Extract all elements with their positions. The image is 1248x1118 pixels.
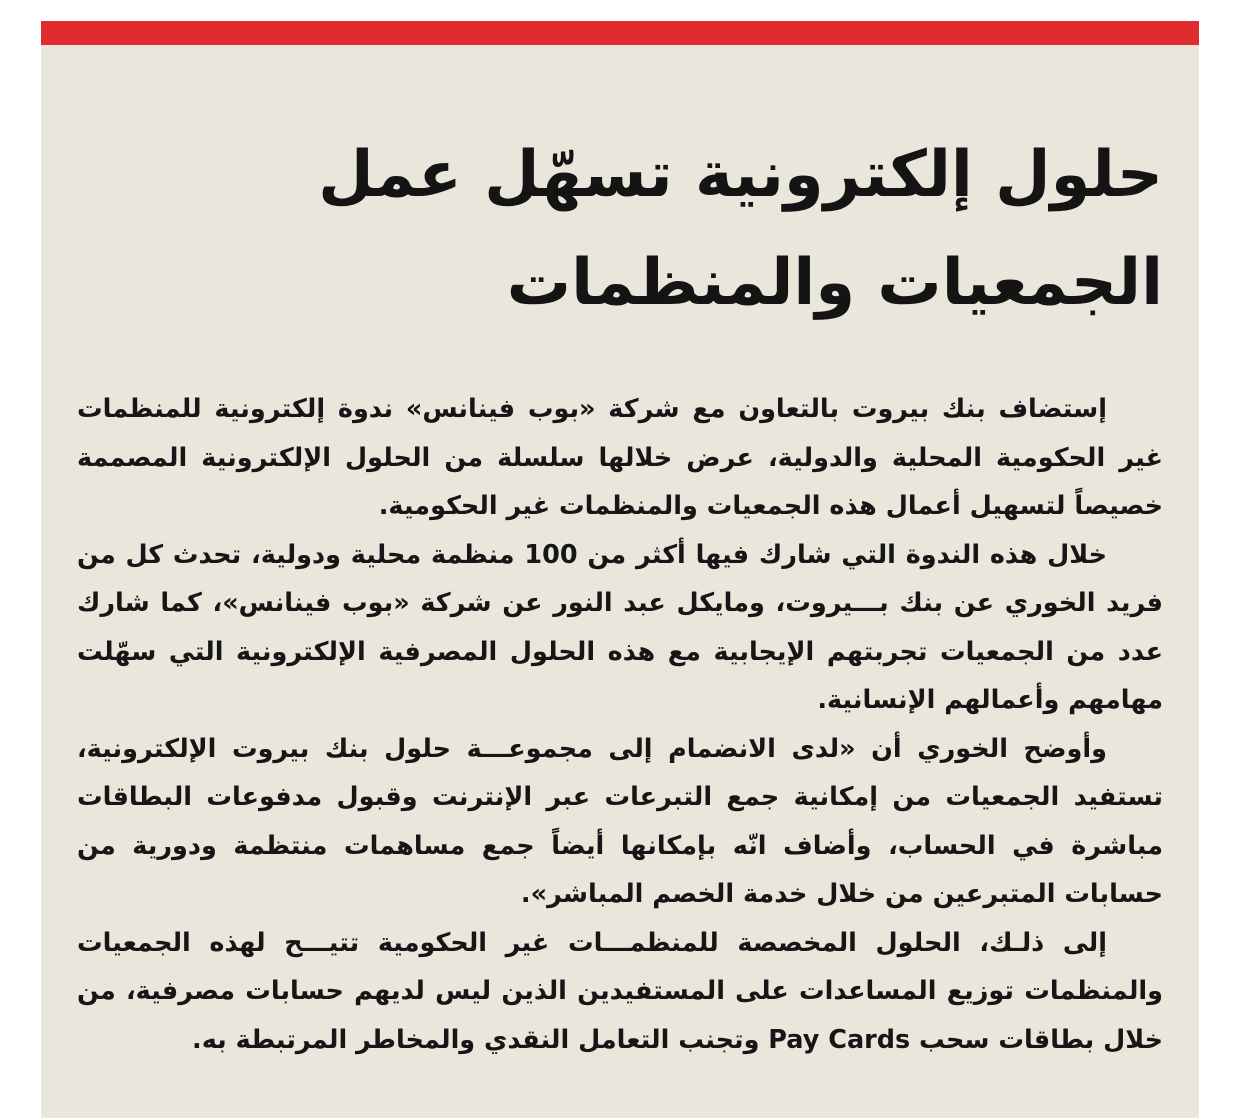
article-paragraph: وأوضح الخوري أن «لدى الانضمام إلى مجموعـــة حلول بنك بيروت الإلكترونية، تستفيد الجمعيات من إمكانية جمع التبرعات عبر الإنترنت وقبول مدفوعات البطاقات مباشرة في الحساب، وأضاف انّه بإمكانها أيضاً جمع مساهمات منتظمة ودورية من حسابات المتبرعين من خلال خدمة الخصم المباشر». [77,733,1163,909]
article-body [77,385,1163,1064]
article-panel [41,21,1199,1118]
article-paragraph: إلى ذلـك، الحلول المخصصة للمنظمـــات غير الحكومية تتيـــح لهذه الجمعيات والمنظمات توزيع المساعدات على المستفيدين الذين ليس لديهم حسابات مصرفية، من خلال بطاقات سحب Pay Cards وتجنب التعامل النقدي والمخاطر المرتبطة به. [77,927,1163,1055]
article-paragraph: خلال هذه الندوة التي شارك فيها أكثر من 100 منظمة محلية ودولية، تحدث كل من فريد الخوري عن بنك بـــيروت، ومايكل عبد النور عن شركة «بوب فينانس»، كما شارك عدد من الجمعيات تجربتهم الإيجابية مع هذه الحلول المصرفية الإلكترونية التي سهّلت مهامهم وأعمالهم الإنسانية. [77,539,1163,715]
article-paragraph: إستضاف بنك بيروت بالتعاون مع شركة «بوب فينانس» ندوة إلكترونية للمنظمات غير الحكومية المحلية والدولية، عرض خلالها سلسلة من الحلول الإلكترونية المصممة خصيصاً لتسهيل أعمال هذه الجمعيات والمنظمات غير الحكومية. [77,394,1163,521]
top-accent-bar [41,21,1199,45]
article-content [77,121,1163,1064]
article-headline: حلول إلكترونية تسهّل عمل الجمعيات والمنظمات [318,138,1163,320]
